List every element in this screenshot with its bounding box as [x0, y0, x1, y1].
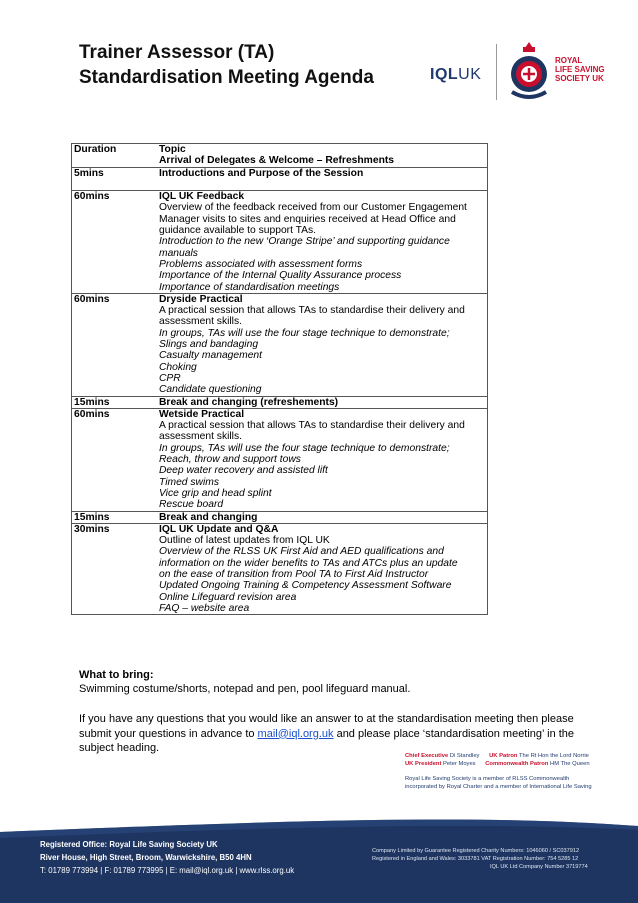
topic-item: Slings and bandaging — [159, 339, 259, 351]
topic-title: Arrival of Delegates & Welcome – Refreshments — [159, 155, 395, 167]
rlss-line-3: SOCIETY UK — [555, 74, 604, 83]
topic-title: IQL UK Feedback — [159, 191, 245, 203]
agenda-table — [71, 143, 488, 615]
table-row — [72, 523, 488, 614]
topic-description: Outline of latest updates from IQL UK — [159, 535, 330, 547]
bring-heading: What to bring: — [79, 669, 154, 681]
topic-description: guidance available to support TAs. — [159, 225, 317, 237]
col-duration-header: Duration — [74, 144, 117, 155]
rlss-logo-text — [555, 56, 605, 83]
table-row — [72, 408, 488, 511]
company-line-2: Registered in England and Wales: 3033781 VAT Registration Number: 754 5285 12 — [372, 856, 579, 862]
ce-name: Di Standley — [449, 753, 480, 759]
table-row — [72, 293, 488, 396]
topic-item: FAQ – website area — [159, 602, 250, 614]
topic-title: Break and changing (refreshements) — [159, 396, 339, 408]
topic-item: Introduction to the new ‘Orange Stripe’ and supporting guidance — [159, 236, 450, 248]
company-line-1: Company Limited by Guarantee Registered Charity Numbers: 1046060 / SC037912 — [372, 848, 580, 854]
topic-description: Manager visits to sites and enquiries received at Head Office and — [159, 213, 456, 225]
title-line-2: Standardisation Meeting Agenda — [79, 67, 374, 88]
email-link[interactable]: mail@iql.org.uk — [257, 727, 334, 740]
topic-title: Break and changing — [159, 511, 258, 523]
topic-cell — [157, 511, 488, 523]
topic-item: Casualty management — [159, 350, 263, 362]
topic-cell — [157, 396, 488, 408]
registered-office — [40, 838, 294, 877]
topic-item: on the ease of transition from Pool TA to First Aid Instructor — [159, 568, 429, 580]
duration-cell: 60mins — [72, 408, 158, 511]
member-line-1: Royal Life Saving Society is a member of RLSS Commonwealth — [405, 776, 570, 782]
footer-band — [0, 818, 638, 903]
address-line: River House, High Street, Broom, Warwickshire, B50 4HN — [40, 853, 252, 862]
topic-cell — [157, 155, 488, 167]
table-row — [72, 155, 488, 167]
topic-item: Vice grip and head splint — [159, 487, 272, 499]
logo-divider — [496, 44, 497, 100]
company-details — [372, 847, 632, 871]
patron-name: The Rt Hon the Lord Norrie — [518, 753, 589, 759]
topic-description: assessment skills. — [159, 316, 242, 328]
topic-item: Online Lifeguard revision area — [159, 591, 297, 603]
reg-office-line: Registered Office: Royal Life Saving Society UK — [40, 840, 218, 849]
president-label: UK President — [405, 761, 442, 767]
member-line-2: incorporated by Royal Charter and a member of International Life Saving — [405, 784, 592, 790]
iql-logo-text: IQL — [430, 66, 459, 83]
topic-item: Problems associated with assessment forms — [159, 258, 363, 270]
rlss-crest-icon — [504, 40, 554, 102]
duration-cell — [72, 155, 158, 167]
bring-text: Swimming costume/shorts, notepad and pen, pool lifeguard manual. — [79, 683, 411, 695]
rlss-line-2: LIFE SAVING — [555, 65, 605, 74]
topic-item: Importance of the Internal Quality Assurance process — [159, 270, 402, 282]
questions-note — [79, 712, 579, 756]
duration-cell: 30mins — [72, 523, 158, 614]
table-header-row — [72, 144, 488, 156]
topic-item: information on the wider benefits to TAs and ATCs plus an update — [159, 557, 458, 569]
topic-title: Wetside Practical — [159, 408, 245, 420]
topic-item: Updated Ongoing Training & Competency Assessment Software — [159, 580, 452, 592]
cw-name: HM The Queen — [550, 761, 590, 767]
officers-row-1 — [405, 752, 635, 760]
topic-cell — [157, 167, 488, 191]
table-row — [72, 191, 488, 294]
duration-cell: 15mins — [72, 396, 158, 408]
topic-cell — [157, 191, 488, 294]
topic-description: A practical session that allows TAs to standardise their delivery and — [159, 420, 465, 432]
company-line-3: IQL UK Ltd Company Number 3719774 — [490, 864, 588, 870]
president-name: Peter Moyes — [443, 761, 476, 767]
contact-line: T: 01789 773994 | F: 01789 773995 | E: mail@iql.org.uk | www.rlss.org.uk — [40, 866, 295, 875]
ce-label: Chief Executive — [405, 753, 449, 759]
topic-title: IQL UK Update and Q&A — [159, 523, 279, 535]
topic-description: assessment skills. — [159, 431, 242, 443]
cw-label: Commonwealth Patron — [485, 761, 549, 767]
topic-item: In groups, TAs will use the four stage technique to demonstrate; — [159, 442, 450, 454]
duration-cell: 60mins — [72, 191, 158, 294]
duration-cell: 60mins — [72, 293, 158, 396]
topic-item: Choking — [159, 361, 197, 373]
duration-cell: 15mins — [72, 511, 158, 523]
topic-item: Candidate questioning — [159, 384, 262, 396]
topic-item: Rescue board — [159, 499, 224, 511]
topic-item: Deep water recovery and assisted lift — [159, 465, 328, 477]
patron-label: UK Patron — [489, 753, 518, 759]
topic-title: Dryside Practical — [159, 293, 243, 305]
topic-item: Overview of the RLSS UK First Aid and AED qualifications and — [159, 546, 444, 558]
duration-cell: 5mins — [72, 167, 158, 191]
topic-item: manuals — [159, 247, 198, 259]
note-text-before: If you have any questions that you would like an answer to at the standardisation meeting then please submit your questions in advance to — [79, 713, 574, 740]
page-title — [79, 40, 374, 90]
topic-item: Reach, throw and support tows — [159, 454, 301, 466]
topic-item: Timed swims — [159, 476, 219, 488]
topic-item: Importance of standardisation meetings — [159, 281, 340, 293]
topic-description: Overview of the feedback received from our Customer Engagement — [159, 202, 467, 214]
topic-title: Introductions and Purpose of the Session — [159, 167, 364, 179]
topic-cell — [157, 293, 488, 396]
rlss-line-1: ROYAL — [555, 56, 583, 65]
topic-cell — [157, 523, 488, 614]
topic-description: A practical session that allows TAs to standardise their delivery and — [159, 305, 465, 317]
table-row — [72, 167, 488, 191]
iql-logo-uk: UK — [458, 66, 482, 83]
officers-row-2 — [405, 760, 635, 768]
what-to-bring — [79, 668, 569, 696]
title-line-1: Trainer Assessor (TA) — [79, 42, 275, 63]
col-topic-header: Topic — [159, 144, 186, 155]
topic-item: CPR — [159, 372, 181, 384]
iql-uk-logo — [430, 66, 481, 84]
table-row — [72, 511, 488, 523]
table-row — [72, 396, 488, 408]
topic-cell — [157, 408, 488, 511]
footer-officers — [405, 752, 635, 791]
row-spacer — [159, 179, 487, 190]
note-text-after: and please place ‘standardisation meeting’ in the subject heading. — [79, 727, 575, 754]
topic-item: In groups, TAs will use the four stage technique to demonstrate; — [159, 327, 450, 339]
